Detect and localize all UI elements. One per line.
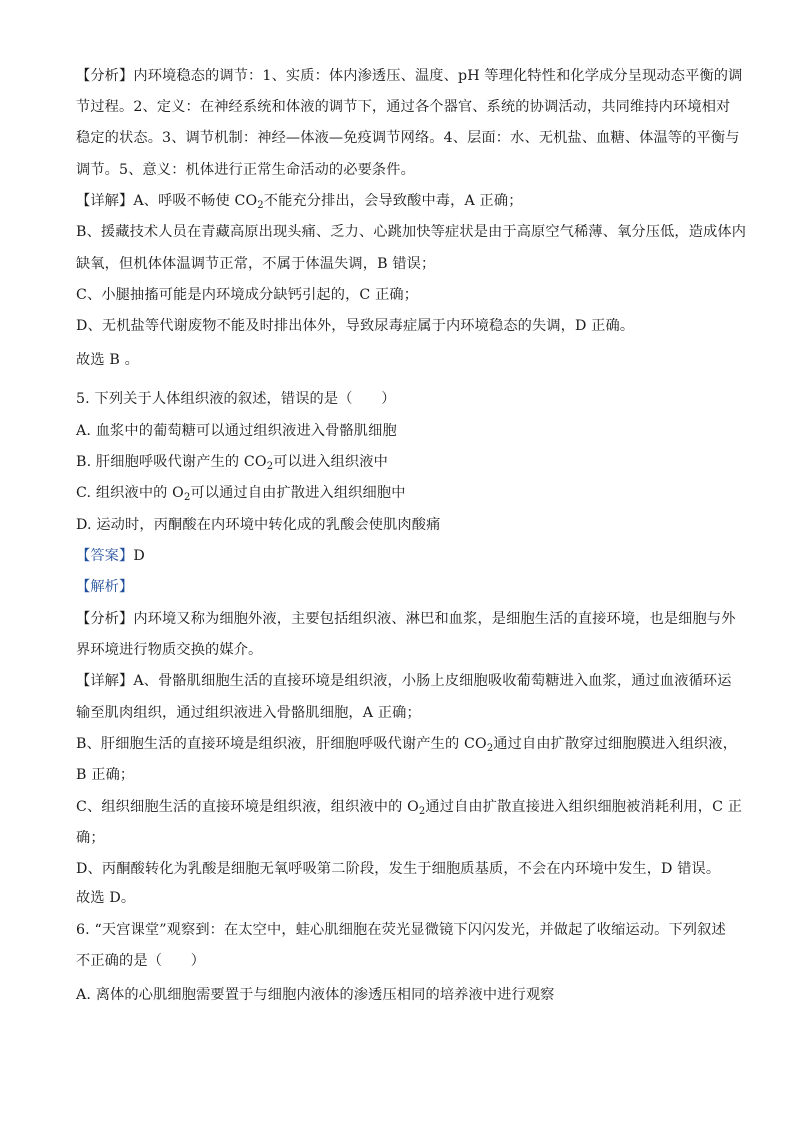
detail-line-c: C、组织细胞生活的直接环境是组织液，组织液中的 $O_2$通过自由扩散直接进入组织细胞被消耗利用，C 正	[76, 799, 743, 817]
answer-line	[76, 546, 145, 566]
option-a: A. 血浆中的葡萄糖可以通过组织液进入骨骼肌细胞	[76, 423, 397, 439]
question-stem: 不正确的是（ ）	[76, 953, 206, 969]
detail-line-a: 输至肌肉组织，通过组织液进入骨骼肌细胞，A 正确；	[76, 705, 421, 721]
analysis-tag: 【分析】	[76, 611, 134, 627]
analysis-line: 【分析】内环境又称为细胞外液，主要包括组织液、淋巴和血浆，是细胞生活的直接环境，也是细胞与外	[76, 611, 736, 627]
detail-line-c: C、小腿抽搐可能是内环境成分缺钙引起的，C 正确；	[76, 287, 419, 303]
question-stem: 5. 下列关于人体组织液的叙述，错误的是（ ）	[76, 391, 396, 407]
detail-line-a: 【详解】A、骨骼肌细胞生活的直接环境是组织液，小肠上皮细胞吸收葡萄糖进入血浆，通过血液循环运	[76, 673, 732, 689]
conclusion: 故选 D。	[76, 890, 136, 906]
detail-line-d: D、丙酮酸转化为乳酸是细胞无氧呼吸第二阶段，发生于细胞质基质，不会在内环境中发生，D 错误。	[76, 861, 721, 877]
analysis-line: 【分析】内环境稳态的调节：1、实质：体内渗透压、温度、pH 等理化特性和化学成分呈现动态平衡的调	[76, 68, 743, 84]
analysis-tag: 【分析】	[76, 68, 134, 84]
option-b: B. 肝细胞呼吸代谢产生的 $CO_2$可以进入组织液中	[76, 454, 388, 472]
detail-tag: 【详解】	[76, 673, 134, 689]
analysis-line: 稳定的状态。3、调节机制：神经—体液—免疫调节网络。4、层面：水、无机盐、血糖、体温等的平衡与	[76, 130, 740, 146]
detail-line-d: D、无机盐等代谢废物不能及时排出体外，导致尿毒症属于内环境稳态的失调，D 正确。	[76, 318, 635, 334]
detail-tag: 【详解】	[76, 193, 134, 209]
detail-line-a: 【详解】A、呼吸不畅使 $CO_2$不能充分排出，会导致酸中毒，A 正确；	[76, 193, 523, 211]
answer-tag: 【答案】	[76, 548, 134, 564]
detail-line-b: B 正确；	[76, 767, 135, 783]
answer-value: D	[133, 548, 145, 564]
option-c: C. 组织液中的 $O_2$可以通过自由扩散进入组织细胞中	[76, 485, 406, 503]
explain-tag: 【解析】	[76, 579, 134, 595]
conclusion: 故选 B 。	[76, 352, 139, 368]
question-stem: 6. “天宫课堂”观察到：在太空中，蛙心肌细胞在荧光显微镜下闪闪发光，并做起了收缩运动。下列叙述	[76, 922, 726, 938]
detail-line-b: B、援藏技术人员在青藏高原出现头痛、乏力、心跳加快等症状是由于高原空气稀薄、氧分压低，造成体内	[76, 224, 747, 240]
analysis-line: 节过程。2、定义：在神经系统和体液的调节下，通过各个器官、系统的协调活动，共同维持内环境相对	[76, 99, 731, 115]
detail-line-c: 确；	[76, 830, 105, 846]
detail-line-b: 缺氧，但机体体温调节正常，不属于体温失调，B 错误；	[76, 256, 436, 272]
analysis-line: 界环境进行物质交换的媒介。	[76, 642, 263, 658]
option-a: A. 离体的心肌细胞需要置于与细胞内液体的渗透压相同的培养液中进行观察	[76, 987, 555, 1003]
analysis-line: 调节。5、意义：机体进行正常生命活动的必要条件。	[76, 162, 415, 178]
detail-line-b: B、肝细胞生活的直接环境是组织液，肝细胞呼吸代谢产生的 $CO_2$通过自由扩散穿过细胞膜进入组织液，	[76, 736, 738, 754]
option-d: D. 运动时，丙酮酸在内环境中转化成的乳酸会使肌肉酸痛	[76, 517, 441, 533]
